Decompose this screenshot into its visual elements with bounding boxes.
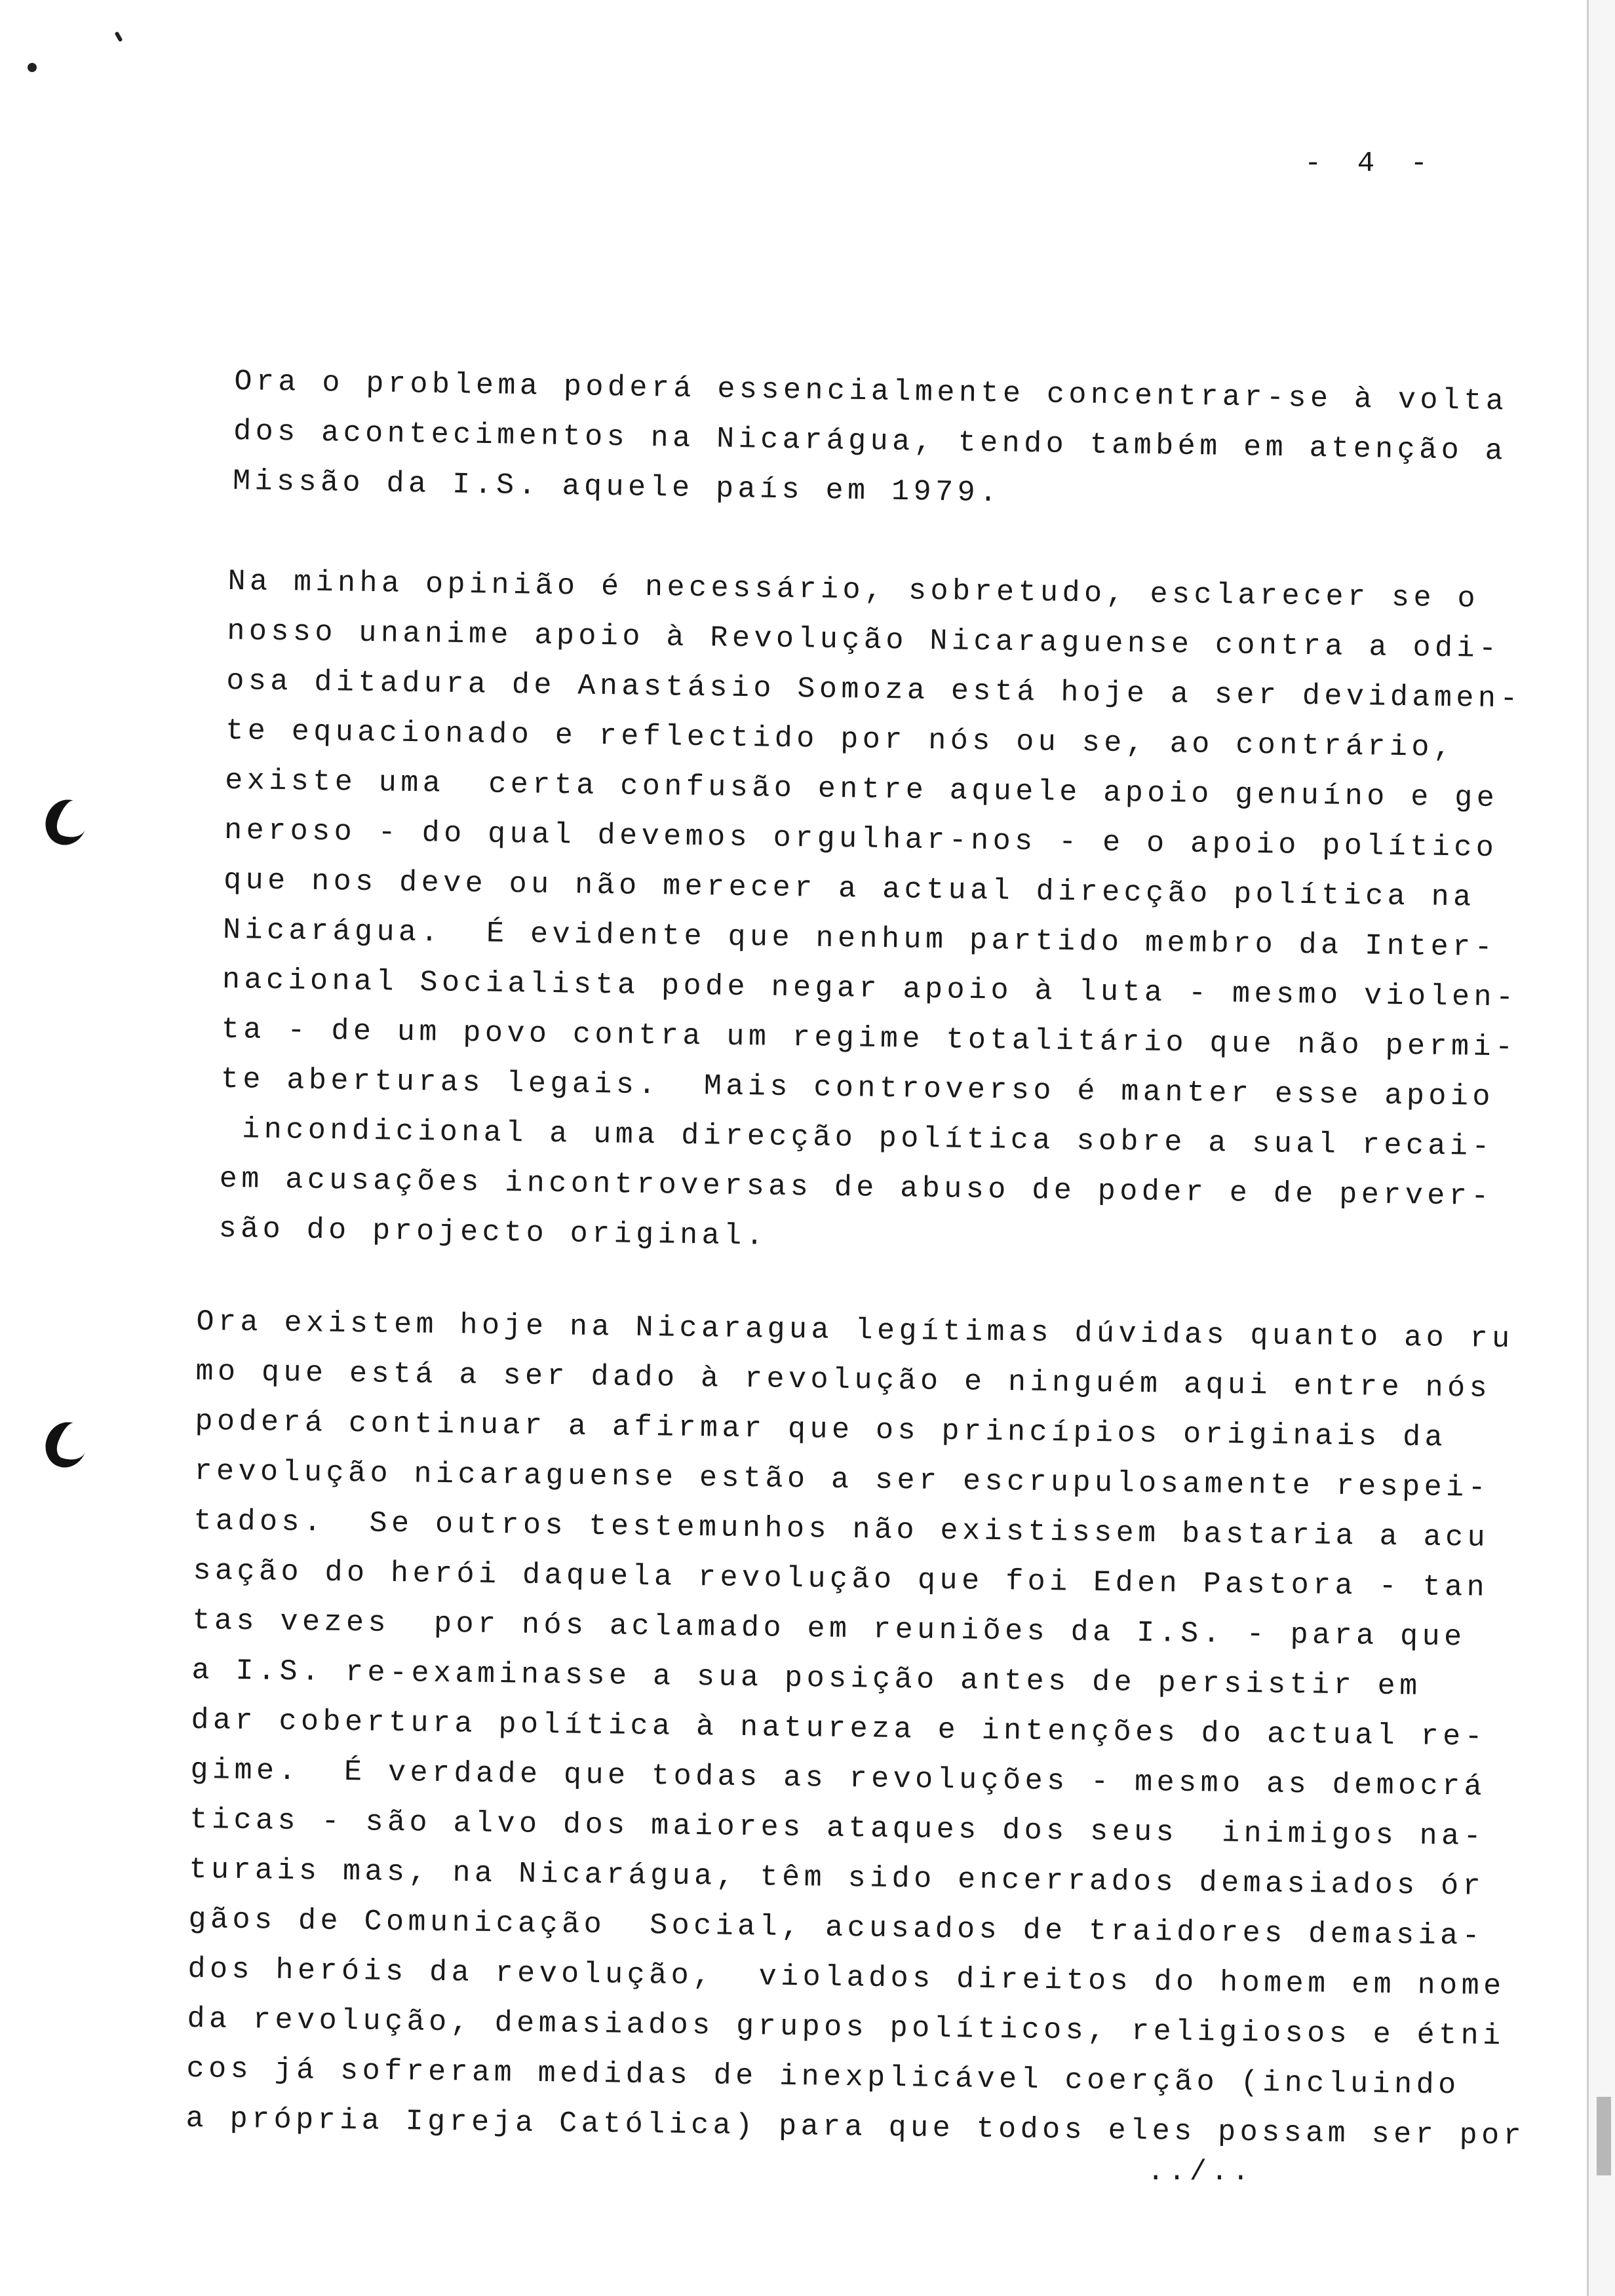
text-line: dos heróis da revolução, violados direitos do homem em nome	[187, 1952, 1506, 2004]
page-edge	[1587, 0, 1615, 2296]
continuation-mark: ../..	[1147, 2156, 1254, 2189]
text-line: sação do herói daquela revolução que foi Eden Pastora - tan	[193, 1554, 1489, 1605]
paragraph-2	[218, 557, 1523, 1272]
page-number: - 4 -	[1304, 147, 1437, 180]
text-line: tados. Se outros testemunhos não existissem bastaria a acu	[193, 1504, 1490, 1555]
punch-hole	[39, 1417, 93, 1474]
text-line: Missão da I.S. aquele país em 1979.	[232, 464, 1002, 510]
text-line: nosso unanime apoio à Revolução Nicaraguense contra a odi-	[227, 614, 1501, 666]
text-line: em acusações incontroversas de abuso de poder e de perver-	[219, 1162, 1494, 1214]
text-line: Nicarágua. É evidente que nenhum partido membro da Inter-	[222, 913, 1497, 965]
text-line: mo que está a ser dado à revolução e ninguém aqui entre nós	[195, 1354, 1492, 1406]
paragraph-3	[185, 1297, 1536, 2162]
text-line: turais mas, na Nicarágua, têm sido encerrados demasiados ór	[189, 1852, 1485, 1904]
text-line: dar cobertura política à natureza e intenções do actual re-	[191, 1703, 1487, 1754]
text-line: osa ditadura de Anastásio Somoza está hoje a ser devidamen-	[225, 664, 1523, 716]
text-line: a própria Igreja Católica) para que todos eles possam ser por	[185, 2101, 1526, 2153]
text-line: Na minha opinião é necessário, sobretudo, esclarecer se o	[227, 564, 1480, 616]
text-line: te aberturas legais. Mais controverso é manter esse apoio	[220, 1062, 1495, 1115]
text-line: a I.S. re-examinasse a sua posição antes de persistir em	[191, 1653, 1422, 1704]
text-line: são do projecto original.	[218, 1212, 768, 1253]
text-line: que nos deve ou não merecer a actual direcção política na	[223, 863, 1476, 915]
paragraph-1	[232, 357, 1508, 526]
scan-edge-mark	[1597, 2097, 1611, 2175]
text-line: gime. É verdade que todas as revoluções - mesmo as democrá	[190, 1753, 1487, 1804]
text-line: existe uma certa confusão entre aquele apoio genuíno e ge	[224, 763, 1499, 816]
text-line: cos já sofreram medidas de inexplicável coerção (incluindo	[186, 2052, 1461, 2103]
text-line: incondicional a uma direcção política sobre a sual recai-	[220, 1112, 1494, 1164]
ink-speck	[114, 31, 123, 43]
text-line: revolução nicaraguense estão a ser escrupulosamente respei-	[194, 1454, 1490, 1505]
ink-speck	[28, 63, 37, 72]
text-line: poderá continuar a afirmar que os princípios originais da	[195, 1404, 1447, 1455]
text-line: Ora o problema poderá essencialmente concentrar-se à volta	[234, 364, 1508, 419]
text-line: nacional Socialista pode negar apoio à luta - mesmo violen-	[222, 963, 1518, 1015]
text-line: dos acontecimentos na Nicarágua, tendo também em atenção a	[233, 414, 1508, 469]
text-line: gãos de Comunicação Social, acusados de traidores demasia-	[188, 1902, 1485, 1953]
text-line: ta - de um povo contra um regime totalitário que não permi-	[221, 1012, 1517, 1065]
text-line: tas vezes por nós aclamado em reuniões da I.S. - para que	[192, 1603, 1466, 1655]
text-line: ticas - são alvo dos maiores ataques dos seus inimigos na-	[189, 1803, 1486, 1854]
punch-hole	[39, 794, 93, 851]
text-line: te equacionado e reflectido por nós ou se, ao contrário,	[225, 714, 1456, 765]
text-line: da revolução, demasiados grupos políticos, religiosos e étni	[187, 2002, 1506, 2054]
text-line: neroso - do qual devemos orgulhar-nos - e o apoio político	[224, 813, 1498, 866]
text-line: Ora existem hoje na Nicaragua legítimas dúvidas quanto ao ru	[196, 1305, 1514, 1356]
